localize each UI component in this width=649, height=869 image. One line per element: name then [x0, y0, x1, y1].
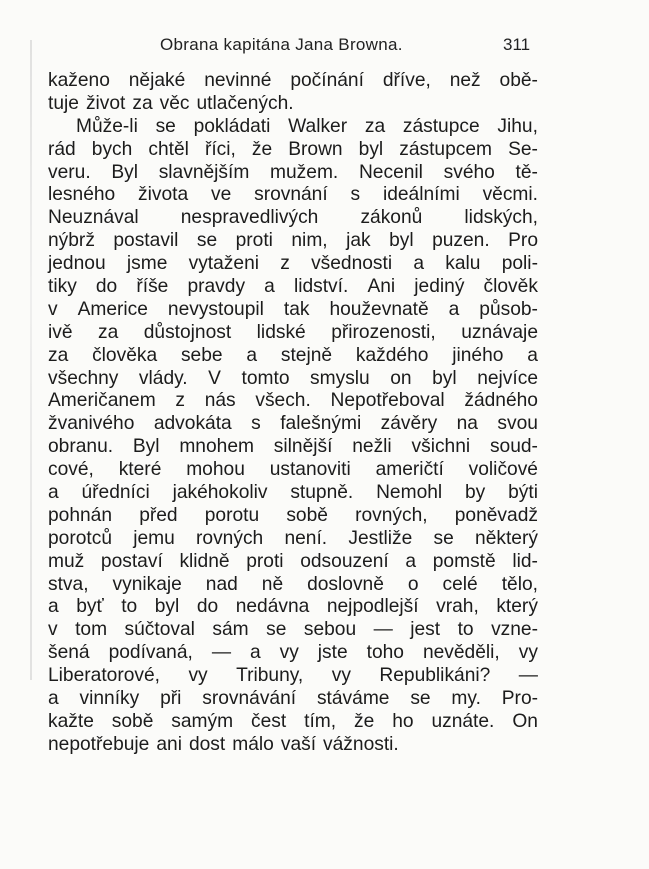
text-line: Může-li se pokládati Walker za zástupce Jihu, [76, 115, 538, 137]
text-line: za člověka sebe a stejně každého jiného a [48, 344, 538, 366]
scan-edge-shadow [30, 40, 32, 680]
text-line: cové, které mohou ustanoviti američtí voličové [48, 459, 538, 481]
running-title: Obrana kapitána Jana Browna. [160, 35, 403, 54]
text-line: obranu. Byl mnohem silnější nežli všichni soud- [48, 436, 538, 458]
text-line: a vinníky při srovnávání stáváme se my. Pro- [48, 688, 538, 710]
text-line: veru. Byl slavnějším mužem. Necenil svého tě- [48, 161, 538, 183]
text-line: Američanem z nás všech. Nepotřeboval žádného [48, 390, 538, 412]
text-line: tuje život za věc utlačených. [48, 92, 294, 114]
text-line: Neuznával nespravedlivých zákonů lidských, [48, 207, 538, 229]
page-number: 311 [503, 35, 531, 54]
text-line: a úředníci jakéhokoliv stupně. Nemohl by býti [48, 482, 538, 504]
text-line: muž postaví klidně proti odsouzení a pomstě lid- [48, 550, 538, 572]
text-line: jednou jsme vytaženi z všednosti a kalu poli- [48, 253, 538, 275]
text-line: porotců jemu rovných není. Jestliže se některý [48, 527, 538, 549]
text-line: kažte sobě samým čest tím, že ho uznáte. On [48, 710, 538, 732]
text-line: ivě za důstojnost lidské přirozenosti, uznávaje [48, 321, 538, 343]
text-line: lesného života ve srovnání s ideálními věcmi. [48, 184, 538, 206]
text-line: pohnán před porotu sobě rovných, poněvadž [48, 504, 538, 526]
text-line: kaženo nějaké nevinné počínání dříve, než obě- [48, 70, 538, 91]
text-line: všechny vlády. V tomto smyslu on byl nejvíce [48, 367, 538, 389]
text-line: žvanivého advokáta s falešnými závěry na svou [48, 413, 538, 435]
text-line: a byť to byl do nedávna nejpodlejší vrah, který [48, 596, 538, 618]
text-line: Liberatorové, vy Tribuny, vy Republikáni? — [48, 665, 538, 687]
body-text [48, 70, 538, 757]
text-line: v tom súčtoval sám se sebou — jest to vzne- [48, 619, 538, 641]
text-line: nepotřebuje ani dost málo vaší vážnosti. [48, 733, 399, 755]
text-line: nýbrž postavil se proti nim, jak byl puzen. Pro [48, 230, 538, 252]
text-line: tiky do říše pravdy a lidství. Ani jediný člověk [48, 276, 538, 298]
text-line: v Americe nevystoupil tak houževnatě a působ- [48, 298, 538, 320]
text-line: stva, vynikaje nad ně doslovně o celé tělo, [48, 573, 538, 595]
text-line: šená podívaná, — a vy jste toho nevěděli, vy [48, 642, 538, 664]
text-line: rád bych chtěl říci, že Brown byl zástupcem Se- [48, 138, 538, 160]
